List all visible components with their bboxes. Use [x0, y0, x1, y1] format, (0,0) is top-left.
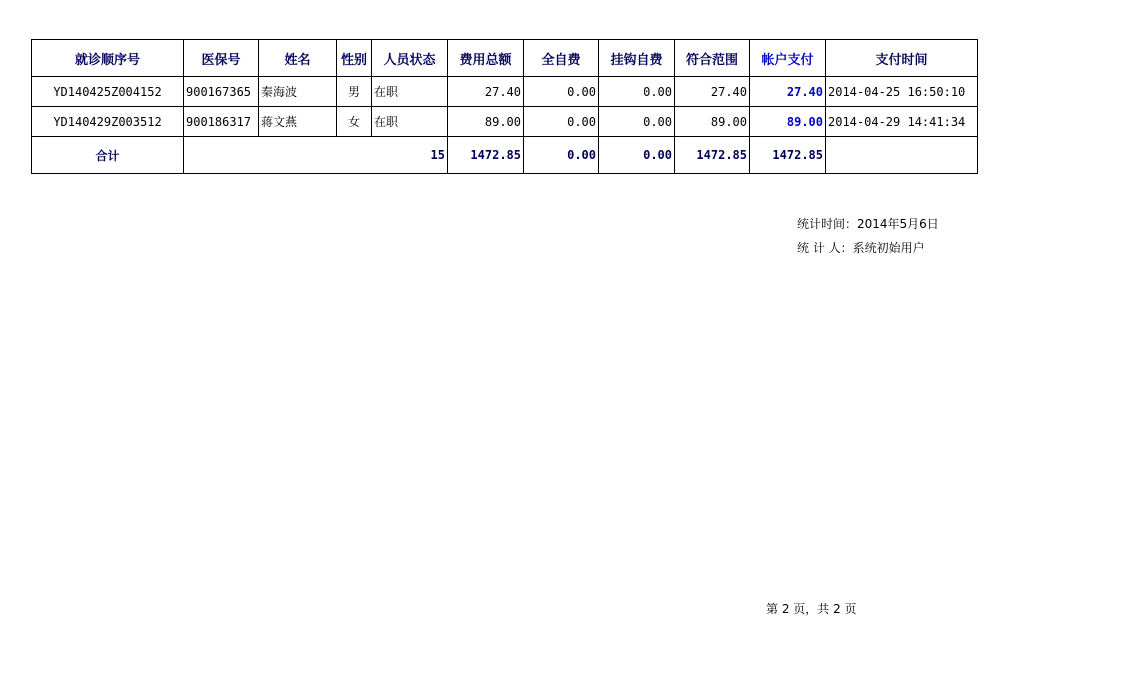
linked-self-pay-cell: 0.00	[599, 77, 675, 107]
name-cell: 秦海波	[259, 77, 337, 107]
self-pay-cell: 0.00	[524, 107, 599, 137]
pay-time-cell: 2014-04-25 16:50:10	[826, 77, 978, 107]
report-table	[31, 39, 978, 174]
in-scope-cell: 89.00	[675, 107, 750, 137]
stat-time: 统计时间：2014年5月6日	[797, 217, 939, 231]
total-label: 合计	[32, 137, 184, 174]
header-cell: 帐户支付	[750, 40, 826, 77]
header-row	[32, 40, 978, 77]
gender-cell: 女	[337, 107, 372, 137]
pay-time-cell: 2014-04-29 14:41:34	[826, 107, 978, 137]
header-cell: 费用总额	[448, 40, 524, 77]
total-row	[32, 137, 978, 174]
account-pay-cell: 89.00	[750, 107, 826, 137]
status-cell: 在职	[372, 77, 448, 107]
table-row	[32, 107, 978, 137]
in-scope-cell: 27.40	[675, 77, 750, 107]
header-cell: 支付时间	[826, 40, 978, 77]
table-row	[32, 77, 978, 107]
header-cell: 姓名	[259, 40, 337, 77]
total-count: 15	[184, 137, 448, 174]
header-cell: 挂钩自费	[599, 40, 675, 77]
linked-self-pay-cell: 0.00	[599, 107, 675, 137]
total-empty-cell	[826, 137, 978, 174]
header-cell: 性别	[337, 40, 372, 77]
insurance-no-cell: 900186317	[184, 107, 259, 137]
status-cell: 在职	[372, 107, 448, 137]
gender-cell: 男	[337, 77, 372, 107]
name-cell: 蒋文燕	[259, 107, 337, 137]
header-cell: 符合范围	[675, 40, 750, 77]
fee-total-cell: 89.00	[448, 107, 524, 137]
account-pay-cell: 27.40	[750, 77, 826, 107]
total-linked-self-pay: 0.00	[599, 137, 675, 174]
stat-person: 统 计 人：系统初始用户	[797, 241, 925, 255]
page-number: 第 2 页，共 2 页	[766, 602, 857, 616]
insurance-no-cell: 900167365	[184, 77, 259, 107]
total-account-pay: 1472.85	[750, 137, 826, 174]
header-cell: 就诊顺序号	[32, 40, 184, 77]
header-cell: 医保号	[184, 40, 259, 77]
total-fee: 1472.85	[448, 137, 524, 174]
fee-total-cell: 27.40	[448, 77, 524, 107]
header-cell: 人员状态	[372, 40, 448, 77]
visit-no-cell: YD140425Z004152	[32, 77, 184, 107]
header-cell: 全自费	[524, 40, 599, 77]
self-pay-cell: 0.00	[524, 77, 599, 107]
visit-no-cell: YD140429Z003512	[32, 107, 184, 137]
total-in-scope: 1472.85	[675, 137, 750, 174]
total-self-pay: 0.00	[524, 137, 599, 174]
